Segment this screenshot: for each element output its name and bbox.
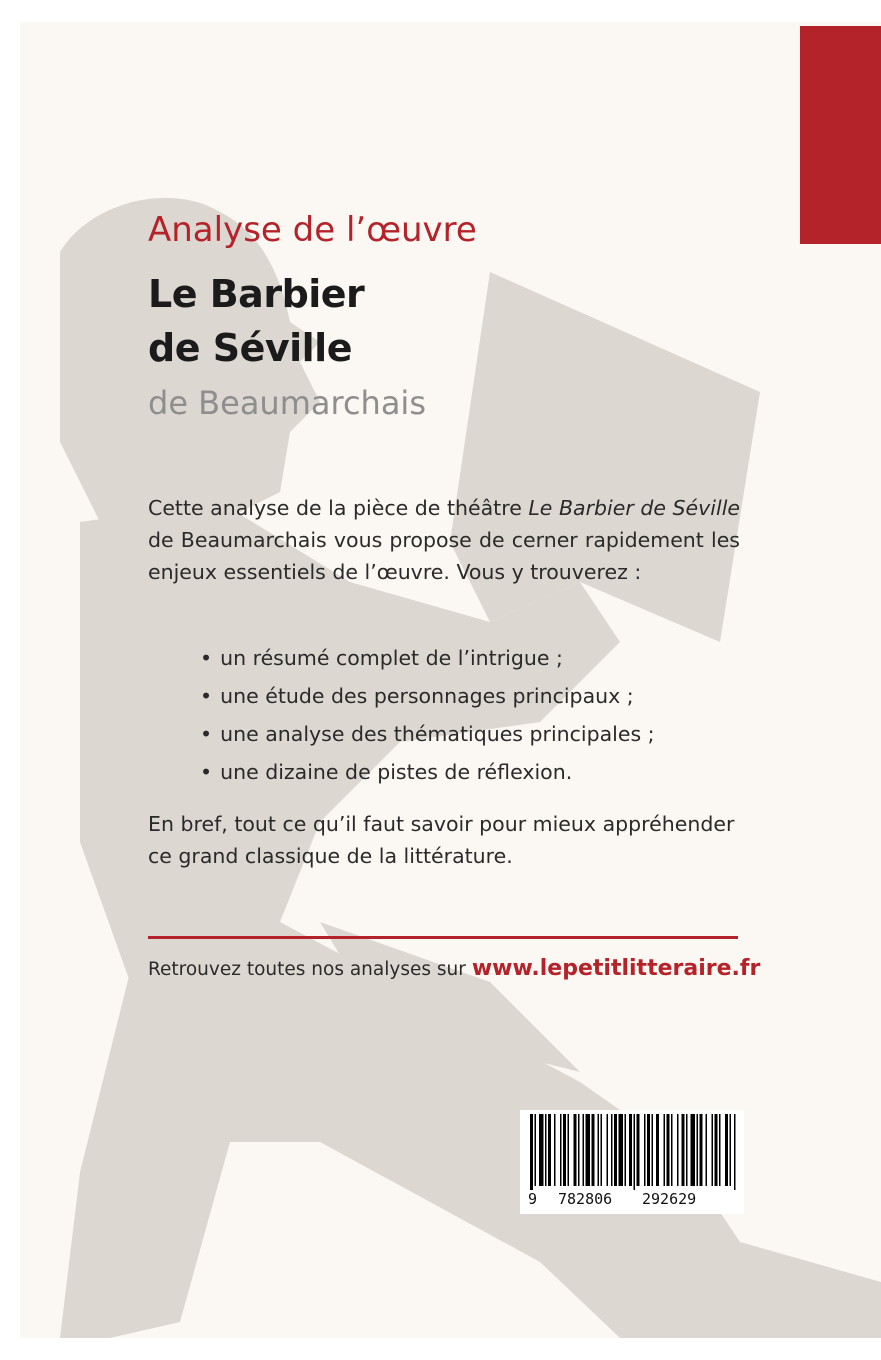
- barcode-digits-left: 782806: [558, 1190, 613, 1208]
- footer-text: Retrouvez toutes nos analyses sur: [148, 959, 466, 980]
- isbn-barcode: [520, 1110, 744, 1214]
- summary-bullet-list: [200, 642, 655, 794]
- barcode-digit-first: 9: [528, 1190, 538, 1208]
- summary-closing: En bref, tout ce qu’il faut savoir pour mieux appréhender ce grand classique de la littérature.: [148, 812, 735, 868]
- series-kicker: Analyse de l’œuvre: [148, 210, 477, 250]
- summary-intro-after: de Beaumarchais vous propose de cerner rapidement les enjeux essentiels de l’œuvre. Vous y trouverez :: [148, 528, 740, 584]
- website-link[interactable]: www.lepetitlitteraire.fr: [471, 956, 761, 981]
- footer-line: [148, 956, 760, 981]
- barcode-bars-graphic: [530, 1114, 736, 1190]
- barcode-digits-right: 292629: [642, 1190, 697, 1208]
- summary-intro-title: Le Barbier de Séville: [528, 496, 740, 520]
- list-item: • une étude des personnages principaux ;: [200, 680, 655, 718]
- list-item: • une dizaine de pistes de réflexion.: [200, 756, 655, 794]
- list-item: • une analyse des thématiques principales ;: [200, 718, 655, 756]
- list-item: • un résumé complet de l’intrigue ;: [200, 642, 655, 680]
- book-title-line-2: de Séville: [148, 326, 352, 370]
- book-back-cover: [20, 22, 881, 1338]
- summary-intro: [148, 492, 740, 588]
- book-author: de Beaumarchais: [148, 384, 426, 422]
- red-divider: [148, 936, 738, 939]
- book-title-line-1: Le Barbier: [148, 272, 365, 316]
- summary-intro-before: Cette analyse de la pièce de théâtre: [148, 496, 529, 520]
- red-spine-tab: [800, 26, 881, 244]
- book-title: [148, 267, 364, 375]
